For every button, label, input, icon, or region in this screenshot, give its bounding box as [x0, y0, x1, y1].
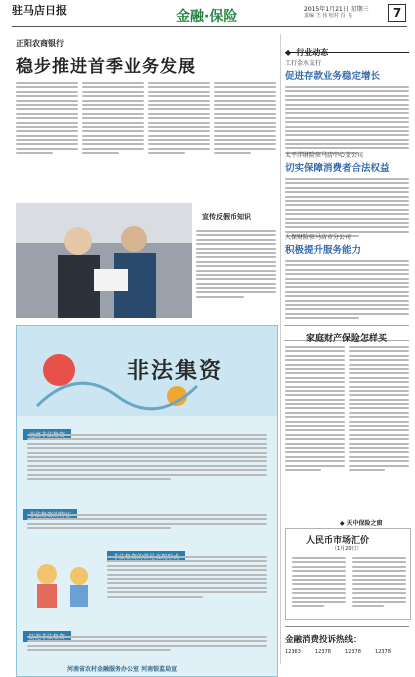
- phone-3: 12378: [345, 649, 361, 655]
- editor: 责编 王 伟 校对 肖 飞: [304, 13, 352, 19]
- lead-photo: [16, 203, 192, 318]
- a2-body: [285, 178, 409, 239]
- phone-2: 12378: [315, 649, 331, 655]
- lead-body-col1: [16, 82, 78, 157]
- date: 2015年1月21日 星期三: [304, 6, 369, 13]
- a1-kicker: 工行金水支行: [285, 60, 322, 67]
- diamond-icon: ◆: [285, 48, 292, 57]
- a3-kicker: 人保财险驻马店市分公司: [285, 234, 352, 241]
- phone-title: 金融消费投诉热线：: [285, 635, 362, 645]
- industry-column-label: ◆ 行业动态: [285, 40, 409, 53]
- rates-box: [285, 528, 411, 620]
- a1-headline: 促进存款业务稳定增长: [285, 71, 381, 82]
- photo-people-illustration: [16, 203, 192, 318]
- diamond-icon: ◆: [340, 520, 345, 527]
- lead-body-col2: [82, 82, 144, 157]
- lead-kicker: 正阳农商银行: [16, 39, 64, 48]
- rates-table-left: [292, 557, 346, 610]
- promo-box: [16, 325, 278, 677]
- promo-footer: 河南省农村金融服务办公室 河南银监局宣: [67, 666, 178, 673]
- a1-body: [285, 86, 409, 156]
- a4-headline-box: [284, 325, 409, 344]
- a3-body: [285, 260, 409, 321]
- a4-headline: 家庭财产保险怎样买: [305, 334, 387, 344]
- promo-section-2: [23, 502, 271, 540]
- lead-body-col4: [214, 82, 276, 157]
- lead-body-col6: [196, 230, 276, 300]
- promo-cartoon: [23, 554, 103, 614]
- sidebar-column-label: ◆ 天中保险之窗: [340, 520, 383, 527]
- promo-section-3: [23, 544, 271, 620]
- phone-4: 12378: [375, 649, 391, 655]
- promo-title: 非法集资: [127, 359, 224, 384]
- promo-section-4: [23, 624, 271, 660]
- rates-date: （1月20日）: [332, 546, 362, 552]
- section-title: 金融·保险: [176, 9, 238, 25]
- a2-kicker: 太平洋財险驻马店中心支公司: [285, 152, 364, 159]
- photo-caption: 宣传反假币知识: [202, 213, 251, 221]
- rates-title: 人民币市场汇价: [306, 536, 370, 546]
- phone-box: [285, 626, 409, 671]
- lead-body-col3: [148, 82, 210, 157]
- paper-name: 驻马店日报: [12, 4, 67, 17]
- lead-headline: 稳步推进首季业务发展: [16, 57, 196, 77]
- page-number: 7: [388, 4, 406, 22]
- a4-body-right: [349, 346, 409, 473]
- a4-body-left: [285, 346, 345, 473]
- a3-headline: 积极提升服务能力: [285, 245, 362, 256]
- promo-section-1: [23, 422, 271, 496]
- a2-headline: 切实保障消费者合法权益: [285, 163, 390, 174]
- rates-table-right: [352, 557, 406, 610]
- phone-1: 12363: [285, 649, 301, 655]
- masthead: [0, 0, 415, 28]
